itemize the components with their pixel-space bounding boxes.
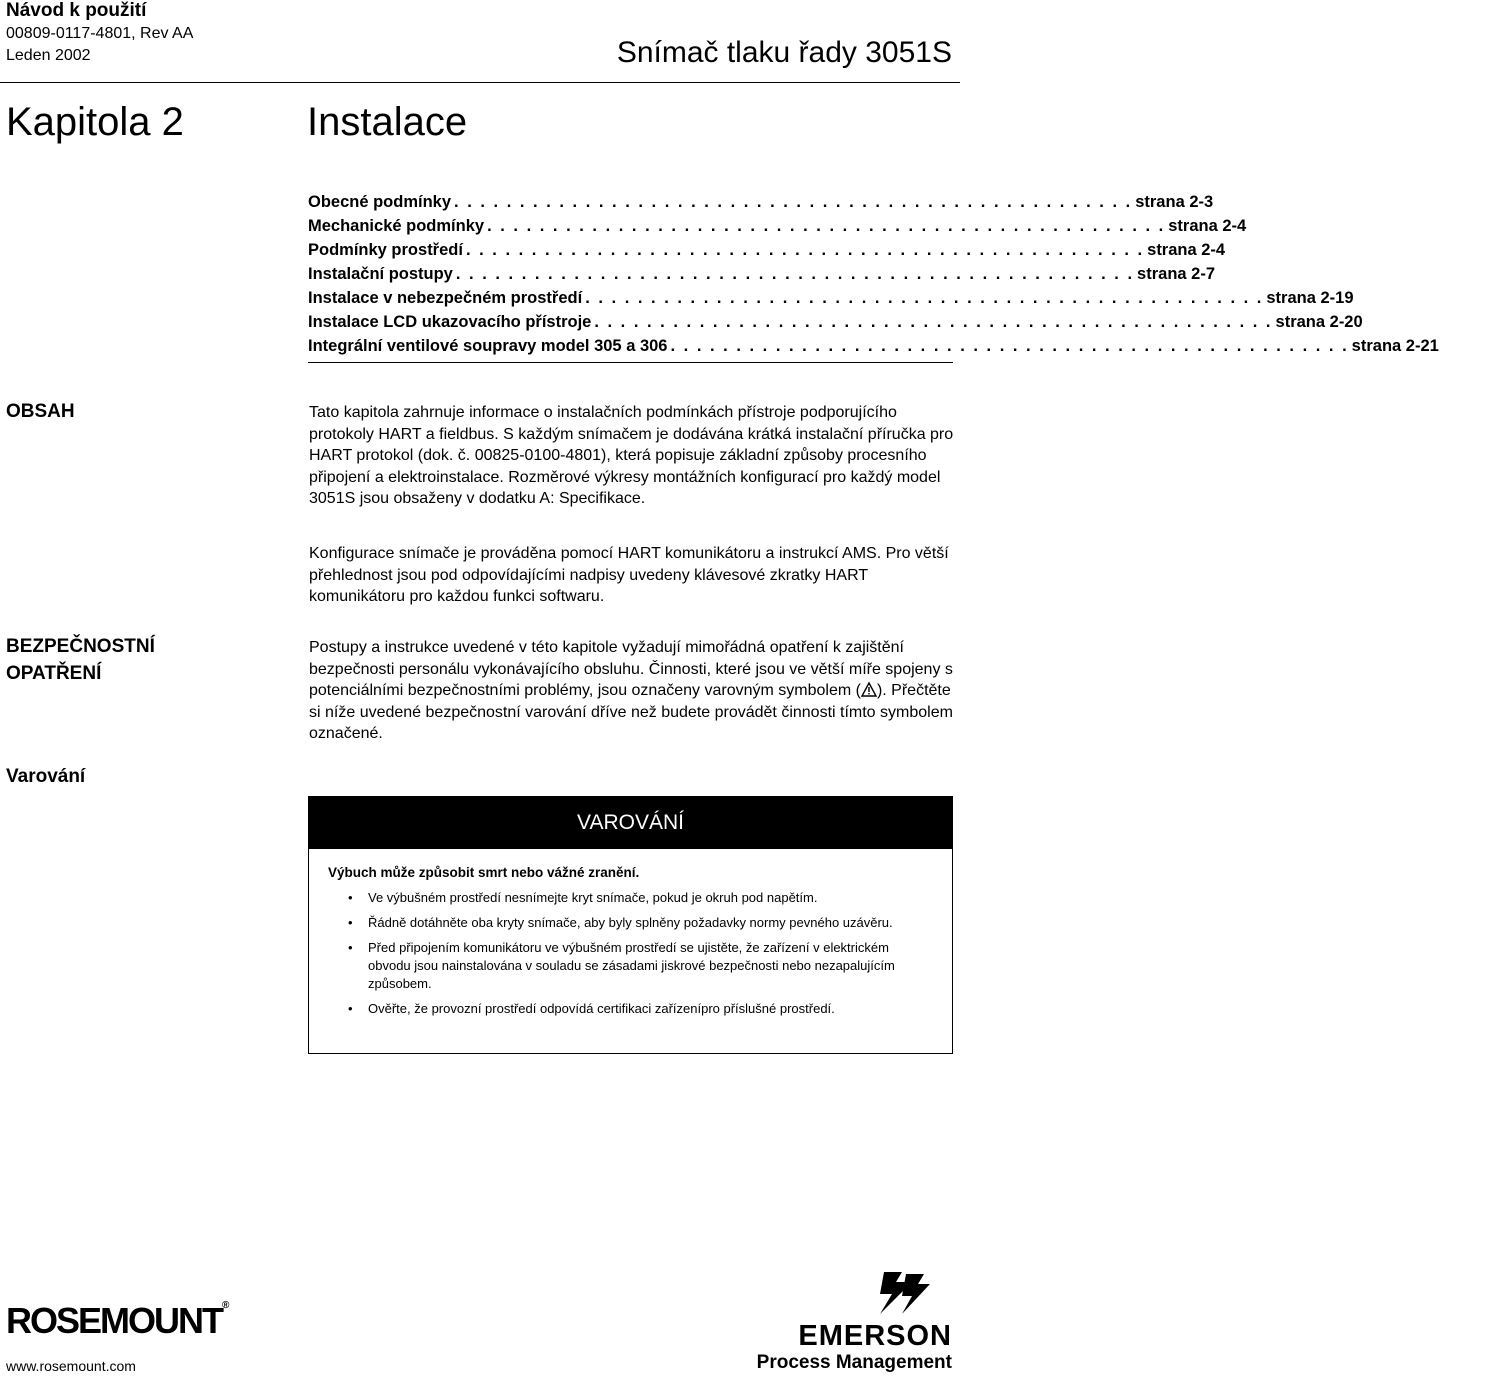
obsah-heading: OBSAH <box>6 401 75 422</box>
toc-entry-page: strana 2-21 <box>1351 337 1439 355</box>
warning-list-item: • Ve výbušném prostředí nesnímejte kryt snímače, pokud je okruh pod napětím. <box>328 889 928 907</box>
document-number: 00809-0117-4801, Rev AA <box>6 25 194 42</box>
warning-triangle-icon <box>861 682 877 697</box>
product-title: Snímač tlaku řady 3051S <box>616 36 952 69</box>
toc-entry[interactable] <box>308 265 1216 289</box>
toc-entry-title: Obecné podmínky <box>308 193 452 211</box>
warning-list <box>328 889 928 1025</box>
obsah-paragraph-2: Konfigurace snímače je prováděna pomocí HART komunikátoru a instrukcí AMS. Pro větší přehlednost jsou pod odpovídajícími nadpisy uvedeny klávesové zkratky HART komunikátoru pro každou funkci softwaru. <box>309 545 949 605</box>
toc-entry-page: strana 2-19 <box>1266 289 1354 307</box>
toc-entry-page: strana 2-4 <box>1168 217 1247 235</box>
toc-leader-dots: . . . . . . . . . . . . . . . . . . . . . . . . . . . . . . . . . . . . . . . . . . . . . . . . . . . . <box>487 217 1166 235</box>
toc-entry-title: Instalace LCD ukazovacího přístroje <box>308 313 592 331</box>
chapter-title: Instalace <box>307 100 468 144</box>
toc-leader-dots: . . . . . . . . . . . . . . . . . . . . . . . . . . . . . . . . . . . . . . . . . . . . . . . . . . . . <box>585 289 1264 307</box>
warning-list-item: • Před připojením komunikátoru ve výbušném prostředí se ujistěte, že zařízení v elektrickém obvodu jsou nainstalována v souladu se zásadami jiskrové bezpečnosti nebo nezapalujícím způsobem. <box>328 939 928 993</box>
emerson-emblem-icon <box>872 1268 932 1318</box>
header-divider <box>0 82 960 83</box>
warning-box-lead: Výbuch může způsobit smrt nebo vážné zranění. <box>328 865 640 880</box>
toc-entry[interactable] <box>308 289 1354 313</box>
safety-paragraph-text-end: ). Přečtěte si níže uvedené bezpečnostní varování dříve než budete provádět činnosti tímto symbolem označené. <box>309 682 953 742</box>
document-type: Návod k použití <box>6 0 147 21</box>
safety-paragraph <box>309 637 954 745</box>
toc-entry-page: strana 2-7 <box>1137 265 1216 283</box>
toc-entry[interactable] <box>308 193 1214 217</box>
safety-heading <box>6 633 155 687</box>
emerson-logo <box>742 1268 952 1372</box>
toc-entry-title: Integrální ventilové soupravy model 305 a 306 <box>308 337 668 355</box>
warning-side-heading: Varování <box>6 766 86 787</box>
rosemount-url-link[interactable]: www.rosemount.com <box>6 1358 136 1374</box>
toc-divider <box>308 362 953 363</box>
toc-entry-page: strana 2-20 <box>1275 313 1363 331</box>
safety-paragraph-text: Postupy a instrukce uvedené v této kapitole vyžadují mimořádná opatření k zajištění bezpečnosti personálu vykonávajícího obsluhu. Činnosti, které jsou ve větší míře spojeny s potenciálními bezpečnostními problémy, jsou označeny varovným symbolem ( <box>309 639 953 699</box>
safety-heading-line-1: BEZPEČNOSTNÍ <box>6 636 155 657</box>
toc-entry[interactable] <box>308 337 1439 361</box>
toc-entry[interactable] <box>308 217 1247 241</box>
safety-heading-line-2: OPATŘENÍ <box>6 663 102 684</box>
toc-leader-dots: . . . . . . . . . . . . . . . . . . . . . . . . . . . . . . . . . . . . . . . . . . . . . . . . . . . . <box>670 337 1349 355</box>
toc-leader-dots: . . . . . . . . . . . . . . . . . . . . . . . . . . . . . . . . . . . . . . . . . . . . . . . . . . . . <box>455 265 1135 283</box>
registered-mark: ® <box>222 1300 228 1311</box>
toc-entry-title: Podmínky prostředí <box>308 241 463 259</box>
toc-entry[interactable] <box>308 241 1226 265</box>
chapter-number: Kapitola 2 <box>6 100 184 144</box>
toc-leader-dots: . . . . . . . . . . . . . . . . . . . . . . . . . . . . . . . . . . . . . . . . . . . . . . . . . . . . <box>465 241 1145 259</box>
toc-entry-page: strana 2-3 <box>1135 193 1214 211</box>
toc-leader-dots: . . . . . . . . . . . . . . . . . . . . . . . . . . . . . . . . . . . . . . . . . . . . . . . . . . . . <box>454 193 1133 211</box>
toc-leader-dots: . . . . . . . . . . . . . . . . . . . . . . . . . . . . . . . . . . . . . . . . . . . . . . . . . . . . <box>594 313 1273 331</box>
table-of-contents <box>308 193 1439 361</box>
warning-box <box>308 796 953 1054</box>
document-date: Leden 2002 <box>6 47 91 64</box>
toc-entry-title: Instalační postupy <box>308 265 453 283</box>
warning-list-item: • Ověřte, že provozní prostředí odpovídá certifikaci zařízenípro příslušné prostředí. <box>328 1000 928 1018</box>
warning-list-item: • Řádně dotáhněte oba kryty snímače, aby byly splněny požadavky normy pevného uzávěru. <box>328 914 928 932</box>
emerson-subtitle: Process Management <box>756 1352 952 1373</box>
warning-box-heading: VAROVÁNÍ <box>309 797 952 849</box>
rosemount-logo <box>6 1300 227 1342</box>
toc-entry-page: strana 2-4 <box>1147 241 1226 259</box>
toc-entry[interactable] <box>308 313 1363 337</box>
emerson-name: EMERSON <box>798 1320 952 1352</box>
toc-entry-title: Mechanické podmínky <box>308 217 485 235</box>
rosemount-logo-text: ROSEMOUNT <box>6 1300 222 1341</box>
toc-entry-title: Instalace v nebezpečném prostředí <box>308 289 583 307</box>
obsah-paragraph-1: Tato kapitola zahrnuje informace o instalačních podmínkách přístroje podporujícího protokoly HART a fieldbus. S každým snímačem je dodávána krátká instalační příručka pro HART protokol (dok. č. 00825-0100-4801), která popisuje základní způsoby procesního připojení a elektroinstalace. Rozměrové výkresy montážních konfigurací pro každý model 3051S jsou obsaženy v dodatku A: Specifikace. <box>309 404 954 507</box>
